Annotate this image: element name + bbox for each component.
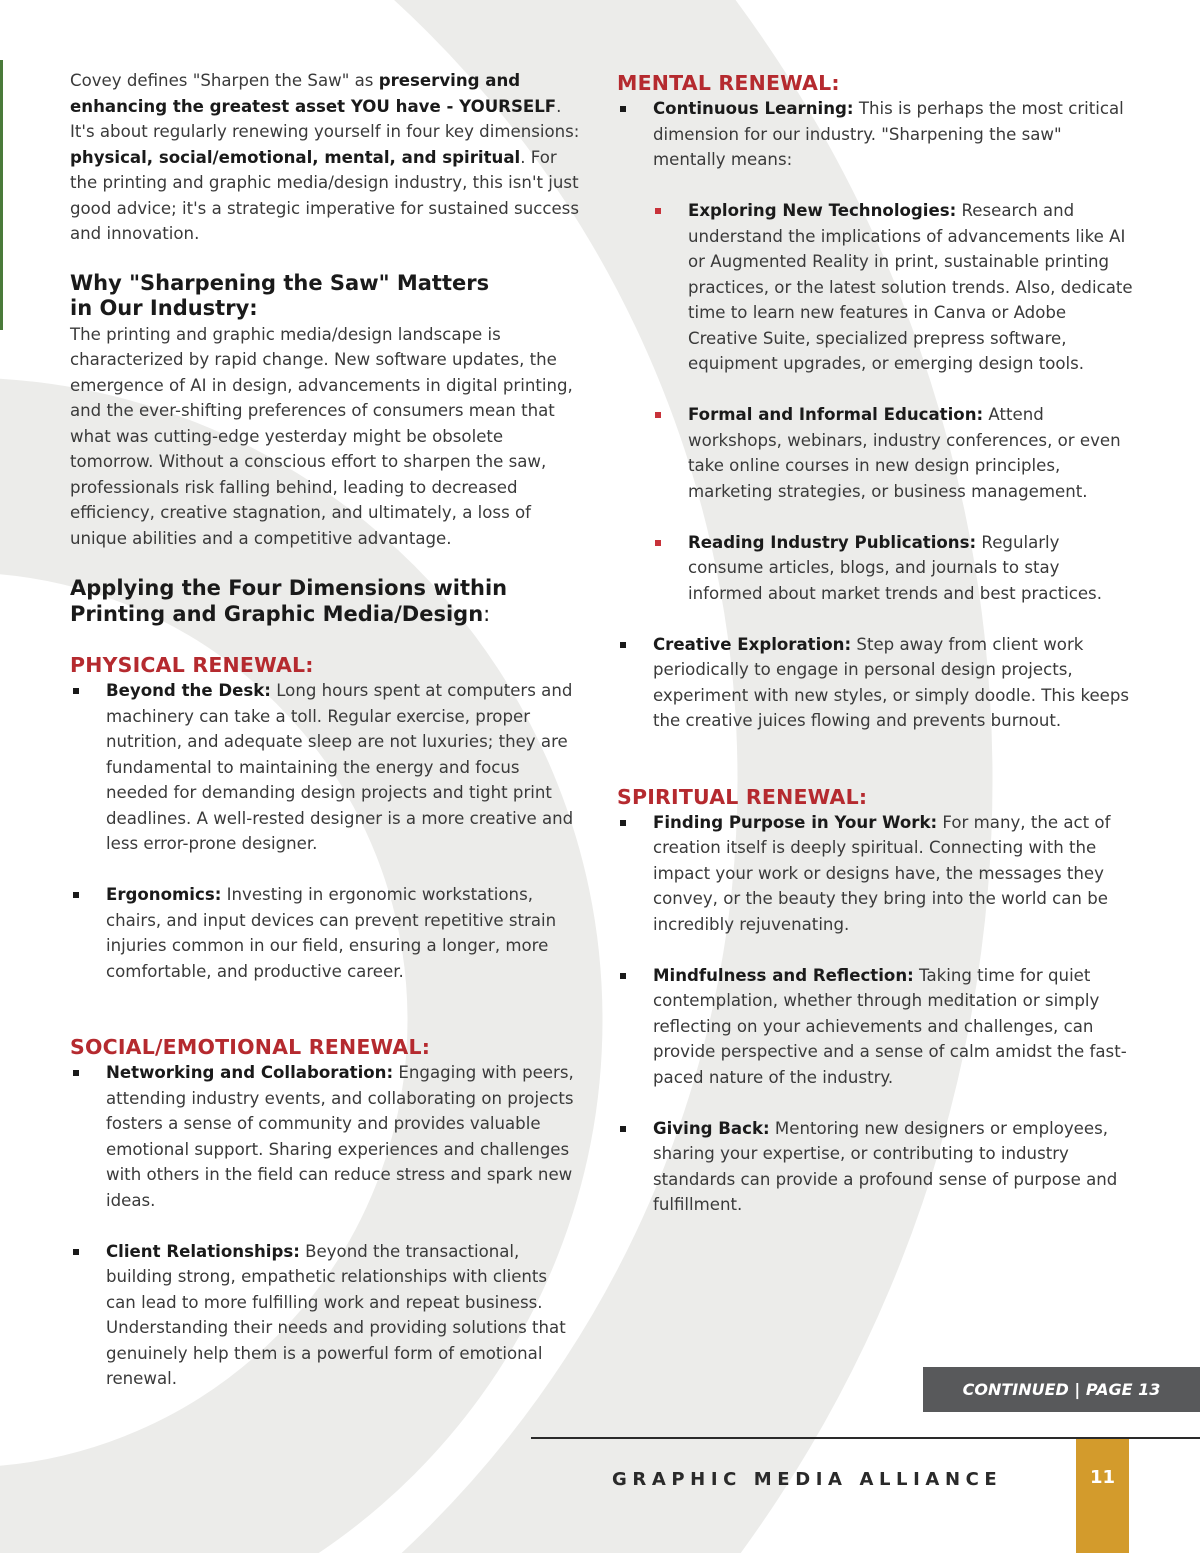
list-item — [70, 1239, 582, 1392]
why-heading-line2: in Our Industry: — [70, 296, 258, 320]
photo-edge-strip — [0, 60, 3, 330]
left-column — [70, 68, 582, 1392]
bullet-square-icon — [73, 892, 79, 898]
item-text: Beyond the transactional, building strong, empathetic relationships with clients can lead to more fulfilling work and repeat business. Understanding their needs and providing solutions that genuinely help them is a powerful form of emotional renewal. — [106, 1241, 566, 1388]
intro-text-3: . For the printing and graphic media/design industry, this isn't just good advice; it's a strategic imperative for sustained success and innovation. — [70, 147, 579, 243]
physical-heading: PHYSICAL RENEWAL: — [70, 653, 314, 677]
mental-list — [617, 96, 1137, 173]
intro-text-1: Covey defines "Sharpen the Saw" as — [70, 71, 379, 90]
item-title: Exploring New Technologies: — [688, 201, 957, 220]
bullet-square-icon — [73, 1249, 79, 1255]
intro-paragraph — [70, 68, 582, 247]
red-bullet-square-icon — [655, 208, 661, 214]
item-title: Client Relationships: — [106, 1241, 300, 1261]
sub-list-item — [652, 402, 1137, 504]
item-text: Attend workshops, webinars, industry conferences, or even take online courses in new design principles, marketing strategies, or business management. — [688, 405, 1121, 501]
red-bullet-square-icon — [655, 412, 661, 418]
item-text: Engaging with peers, attending industry events, and collaborating on projects fosters a sense of community and provides valuable emotional support. Sharing experiences and challenges with others in the field can reduce stress and spark new ideas. — [106, 1063, 574, 1210]
why-heading-line1: Why "Sharpening the Saw" Matters — [70, 270, 490, 295]
list-item — [617, 96, 1137, 173]
item-text: This is perhaps the most critical dimension for our industry. "Sharpening the saw" mentally means: — [653, 99, 1124, 169]
list-item — [70, 1060, 582, 1213]
mental-sub-list — [617, 198, 1137, 606]
item-text: Taking time for quiet contemplation, whether through meditation or simply reflecting on your achievements and challenges, can provide perspective and a sense of calm amidst the fast-paced nature of the industry. — [653, 965, 1127, 1087]
item-title: Beyond the Desk: — [106, 681, 271, 700]
item-text: Step away from client work periodically to engage in personal design projects, experiment with new styles, or simply doodle. This keeps the creative juices flowing and prevents burnout. — [653, 634, 1130, 730]
mental-heading: MENTAL RENEWAL: — [617, 71, 840, 95]
social-heading: SOCIAL/EMOTIONAL RENEWAL: — [70, 1035, 431, 1059]
bullet-square-icon — [620, 106, 626, 112]
applying-heading-line2: Printing and Graphic Media/Design — [70, 601, 484, 626]
item-text: Long hours spent at computers and machinery can take a toll. Regular exercise, proper nutrition, and adequate sleep are not luxuries; they are fundamental to maintaining the energy and focus needed for demanding design projects and tight print deadlines. A well-rested designer is a more creative and less error-prone designer. — [106, 681, 574, 853]
why-heading — [70, 271, 582, 322]
footer-brand: GRAPHIC MEDIA ALLIANCE — [612, 1469, 1003, 1490]
physical-list — [70, 678, 582, 984]
item-text: Research and understand the implications of advancements like AI or Augmented Reality in print, sustainable printing practices, or the latest solution trends. Also, dedicate time to learn new features in Canva or Adobe Creative Suite, specialized prepress software, equipment upgrades, or emerging design tools. — [688, 201, 1133, 373]
list-item — [617, 1116, 1137, 1218]
page-number: 11 — [1089, 1467, 1116, 1488]
intro-bold-2: physical, social/emotional, mental, and spiritual — [70, 147, 521, 167]
item-title: Finding Purpose in Your Work: — [653, 812, 938, 832]
item-text: Mentoring new designers or employees, sharing your expertise, or contributing to industry standards can provide a profound sense of purpose and fulfillment. — [653, 1118, 1118, 1214]
sub-list-item — [652, 198, 1137, 377]
applying-heading — [70, 576, 582, 627]
list-item — [617, 963, 1137, 1091]
item-title: Ergonomics: — [106, 885, 222, 904]
intro-bold-1: preserving and enhancing the greatest asset YOU have - YOURSELF — [70, 71, 557, 116]
bullet-square-icon — [620, 973, 626, 979]
item-text: For many, the act of creation itself is deeply spiritual. Connecting with the impact your work or designs have, the messages they convey, or the beauty they bring into the world can be incredibly rejuvenating. — [653, 812, 1111, 934]
list-item — [617, 810, 1137, 938]
spiritual-heading: SPIRITUAL RENEWAL: — [617, 784, 868, 809]
page-number-tab — [1076, 1439, 1129, 1553]
bullet-square-icon — [620, 820, 626, 826]
sub-list-item — [652, 530, 1137, 607]
item-title: Reading Industry Publications: — [688, 532, 977, 552]
item-title: Creative Exploration: — [653, 634, 852, 654]
continued-link[interactable]: CONTINUED | PAGE 13 — [923, 1367, 1200, 1412]
mental-list-2 — [617, 632, 1137, 734]
list-item — [70, 882, 582, 984]
right-column — [617, 70, 1137, 1218]
social-list — [70, 1060, 582, 1392]
item-title: Networking and Collaboration: — [106, 1063, 394, 1082]
why-body: The printing and graphic media/design landscape is characterized by rapid change. New software updates, the emergence of AI in design, advancements in digital printing, and the ever-shifting preferences of consumers mean that what was cutting-edge yesterday might be obsolete tomorrow. Without a conscious effort to sharpen the saw, professionals risk falling behind, leading to decreased efficiency, creative stagnation, and ultimately, a loss of unique abilities and a competitive advantage. — [70, 324, 573, 548]
list-item — [70, 678, 582, 857]
item-title: Continuous Learning: — [653, 99, 854, 118]
applying-heading-line1: Applying the Four Dimensions within — [70, 576, 508, 600]
bullet-square-icon — [73, 1070, 79, 1076]
bullet-square-icon — [620, 642, 626, 648]
spiritual-list — [617, 810, 1137, 1218]
applying-heading-colon: : — [483, 601, 491, 626]
item-title: Giving Back: — [653, 1118, 770, 1138]
list-item — [617, 632, 1137, 734]
item-text: Regularly consume articles, blogs, and journals to stay informed about market trends and best practices. — [688, 532, 1102, 603]
intro-text-2: . It's about regularly renewing yourself in four key dimensions: — [70, 96, 580, 141]
item-title: Mindfulness and Reflection: — [653, 965, 914, 985]
bullet-square-icon — [620, 1126, 626, 1132]
item-text: Investing in ergonomic workstations, chairs, and input devices can prevent repetitive strain injuries common in our field, ensuring a longer, more comfortable, and productive career. — [106, 885, 557, 981]
item-title: Formal and Informal Education: — [688, 405, 984, 424]
red-bullet-square-icon — [655, 540, 661, 546]
bullet-square-icon — [73, 688, 79, 694]
